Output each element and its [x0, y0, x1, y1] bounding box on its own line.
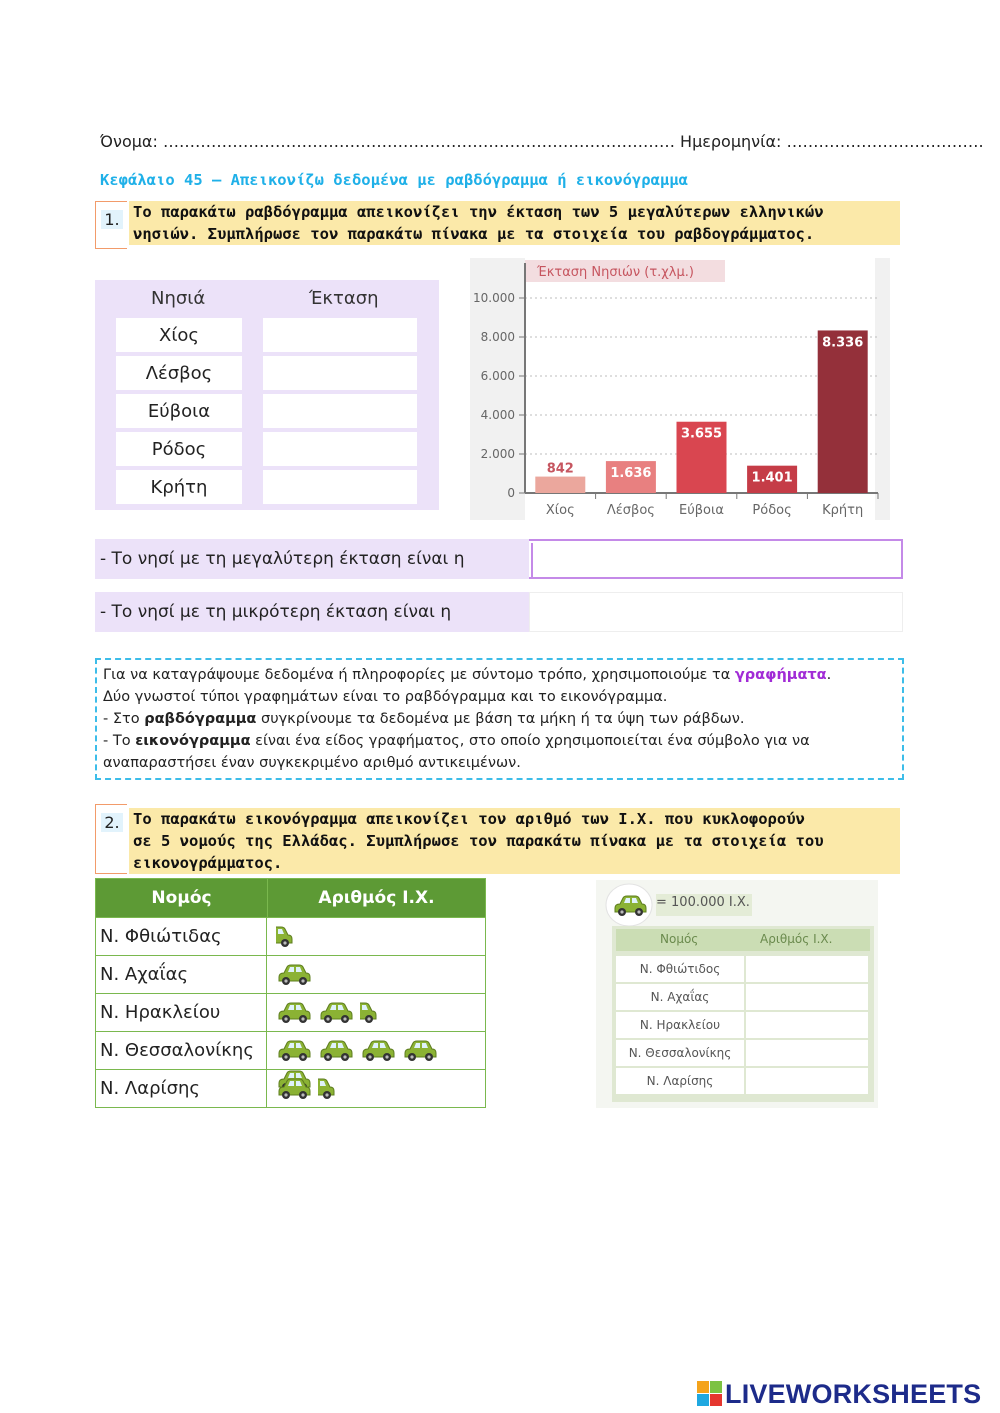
area-answer-field[interactable]	[263, 470, 417, 506]
y-tick-label: 2.000	[480, 447, 515, 461]
car-icon	[612, 893, 648, 917]
island-name: Εύβοια	[116, 394, 242, 430]
small-prefecture-name: Ν. Λαρίσης	[616, 1068, 744, 1094]
bar-chart-svg	[470, 258, 890, 520]
car-icon	[402, 1038, 438, 1062]
prefecture-name: Ν. Φθιώτιδας	[96, 918, 267, 955]
pictograph-row	[96, 955, 485, 993]
car-icon	[360, 1038, 396, 1062]
car-icon	[276, 1000, 312, 1024]
prefecture-name: Ν. Λαρίσης	[96, 1070, 267, 1107]
legend-car-icon	[612, 893, 654, 917]
islands-table	[95, 280, 439, 510]
area-answer-field[interactable]	[263, 432, 417, 468]
small-cars-cell	[746, 984, 868, 1010]
small-cars-cell	[746, 1040, 868, 1066]
island-area-bar-chart	[470, 258, 890, 520]
info-box: Για να καταγράψουμε δεδομένα ή πληροφορίες με σύντομο τρόπο, χρησιμοποιούμε τα γραφήματα. Δύο γνωστοί τύποι γραφημάτων είναι το ραβδόγραμμα και το εικονόγραμμα. - Στο ραβδόγραμμα συγκρίνουμε τα δεδομένα με βάση τα μήκη ή τα ύψη των ράβδων. - Το εικονόγραμμα είναι ένα είδος γραφήματος, στο οποίο χρησιμοποιείται ένα σύμβολο για να αναπαραστήσει έναν συγκεκριμένο αριθμό αντικειμένων.	[95, 658, 904, 780]
small-cars-cell	[746, 1068, 868, 1094]
liveworksheets-brand: LIVEWORKSHEETS	[725, 1379, 982, 1409]
smallest-island-row	[95, 592, 903, 632]
half-car-icon	[360, 1000, 378, 1024]
prefecture-name: Ν. Θεσσαλονίκης	[96, 1032, 267, 1069]
largest-island-row	[95, 539, 903, 579]
half-car-icon	[318, 1076, 336, 1100]
smallest-island-answer[interactable]	[529, 592, 903, 632]
car-icons-cell	[268, 918, 485, 955]
legend-text: = 100.000 Ι.Χ.	[656, 895, 750, 910]
car-icon	[318, 1038, 354, 1062]
small-prefecture-name: Ν. Ηρακλείου	[616, 1012, 744, 1038]
exercise-1-question: Το παρακάτω ραβδόγραμμα απεικονίζει την έκταση των 5 μεγαλύτερων ελληνικών νησιών. Συμπλήρωσε τον παρακάτω πίνακα με τα στοιχεία του ραβδογράμματος.	[129, 201, 900, 245]
chapter-title: Κεφάλαιο 45 – Απεικονίζω δεδομένα με ραβδόγραμμα ή εικονόγραμμα	[100, 171, 688, 189]
bar-value-label: 1.636	[610, 466, 652, 482]
exercise-1-number: 1.	[95, 201, 127, 249]
pictograph-row	[96, 1031, 485, 1069]
exercise-2-number: 2.	[95, 804, 127, 874]
y-tick-label: 6.000	[480, 369, 515, 383]
car-icons-cell	[268, 1032, 485, 1069]
largest-island-label: - Το νησί με τη μεγαλύτερη έκταση είναι η	[95, 539, 529, 579]
x-category-label: Κρήτη	[822, 503, 864, 518]
small-prefecture-name: Ν. Αχαΐας	[616, 984, 744, 1010]
bar	[535, 477, 585, 493]
islands-header: Νησιά	[151, 288, 206, 309]
small-prefecture-name: Ν. Θεσσαλονίκης	[616, 1040, 744, 1066]
x-category-label: Χίος	[545, 503, 575, 518]
pictograph-row	[96, 1069, 485, 1107]
island-name: Λέσβος	[116, 356, 242, 392]
smallest-island-label: - Το νησί με τη μικρότερη έκταση είναι η	[95, 592, 529, 632]
x-category-label: Λέσβος	[606, 503, 655, 518]
pictograph-row	[96, 993, 485, 1031]
area-header: Έκταση	[309, 288, 379, 309]
area-answer-field[interactable]	[263, 394, 417, 430]
bar-value-label: 8.336	[822, 335, 864, 351]
name-label: Όνομα:	[100, 132, 158, 151]
island-name: Ρόδος	[116, 432, 242, 468]
small-cars-cell	[746, 956, 868, 982]
car-icon	[276, 1076, 312, 1100]
car-icons-cell	[268, 994, 485, 1031]
cars-header: Αριθμός Ι.Χ.	[267, 879, 485, 917]
chart-title: Έκταση Νησιών (τ.χλμ.)	[537, 265, 694, 280]
pictogram-reference-image	[596, 880, 878, 1108]
prefecture-header: Νομός	[96, 879, 267, 917]
y-tick-label: 4.000	[480, 408, 515, 422]
island-name: Χίος	[116, 318, 242, 354]
area-answer-field[interactable]	[263, 318, 417, 354]
exercise-2-question: Το παρακάτω εικονόγραμμα απεικονίζει τον αριθμό των Ι.Χ. που κυκλοφορούν σε 5 νομούς της Ελλάδας. Συμπλήρωσε τον παρακάτω πίνακα με τα στοιχεία του εικονογράμματος.	[129, 808, 900, 874]
small-cars-cell	[746, 1012, 868, 1038]
small-prefecture-name: Ν. Φθιώτιδος	[616, 956, 744, 982]
prefecture-name: Ν. Αχαΐας	[96, 956, 267, 993]
car-icons-cell	[268, 956, 485, 993]
bar-value-label: 842	[546, 461, 574, 477]
car-icon	[276, 1038, 312, 1062]
y-tick-label: 8.000	[480, 330, 515, 344]
x-category-label: Εύβοια	[679, 503, 724, 518]
y-tick-label: 10.000	[473, 291, 515, 305]
small-cars-header: Αριθμός Ι.Χ.	[760, 932, 833, 946]
name-field[interactable]: ……………………………………………………………………………………	[162, 132, 675, 151]
highlight-graphs: γραφήματα	[734, 667, 827, 683]
x-category-label: Ρόδος	[752, 503, 792, 518]
date-field[interactable]: ……………………………….	[786, 132, 984, 151]
student-info-line	[100, 132, 984, 151]
car-icon	[318, 1000, 354, 1024]
car-icons-cell	[268, 1070, 485, 1107]
half-car-icon	[276, 924, 294, 948]
liveworksheets-logo-icon	[697, 1381, 723, 1407]
y-tick-label: 0	[507, 486, 515, 500]
bar-value-label: 1.401	[751, 470, 793, 486]
small-prefecture-header: Νομός	[660, 932, 699, 946]
largest-island-answer[interactable]	[531, 543, 899, 577]
area-answer-field[interactable]	[263, 356, 417, 392]
pictograph-table	[95, 878, 486, 1108]
car-icon	[276, 962, 312, 986]
date-label: Ημερομηνία:	[680, 132, 782, 151]
bar-value-label: 3.655	[680, 426, 723, 442]
bar	[818, 330, 868, 493]
prefecture-name: Ν. Ηρακλείου	[96, 994, 267, 1031]
island-name: Κρήτη	[116, 470, 242, 506]
pictograph-row	[96, 917, 485, 955]
